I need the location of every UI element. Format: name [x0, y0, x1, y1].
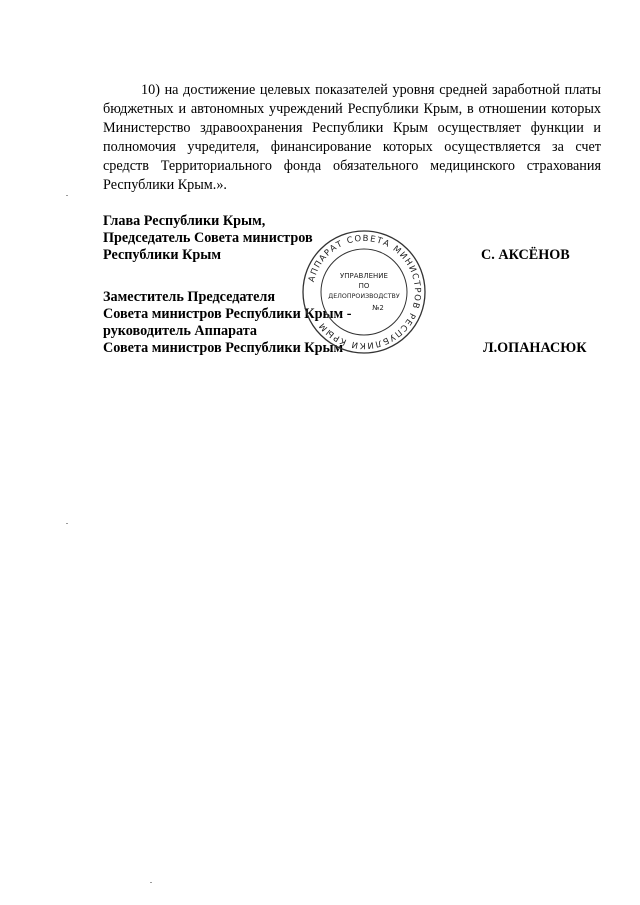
- official-stamp: [300, 228, 428, 356]
- scan-speck: [66, 195, 68, 196]
- signatory1-title-line2: Председатель Совета министров: [103, 230, 313, 246]
- stamp-number: №2: [372, 304, 384, 312]
- stamp-center-line1: УПРАВЛЕНИЕ: [340, 272, 388, 280]
- scan-speck: [150, 882, 152, 883]
- stamp-ring-text: АППАРАТ СОВЕТА МИНИСТРОВ РЕСПУБЛИКИ КРЫМ: [307, 233, 423, 351]
- stamp-center-line3: ДЕЛОПРОИЗВОДСТВУ: [328, 293, 400, 300]
- stamp-center-line2: ПО: [358, 282, 370, 290]
- paragraph-item-10: 10) на достижение целевых показателей уровня средней заработной платы бюджетных и автономных учреждений Республики Крым, в отношении которых Министерство здравоохранения Республики Крым осуществляет функции и полномочия учредителя, финансирование которых осуществляется за счет средств Территориального фонда обязательного медицинского страхования Республики Крым.».: [103, 82, 601, 194]
- signatory1-title-line1: Глава Республики Крым,: [103, 213, 266, 229]
- signatory2-name: Л.ОПАНАСЮК: [483, 340, 587, 356]
- scan-speck: [66, 523, 68, 524]
- signatory2-title-line2: Совета министров Республики Крым -: [103, 306, 352, 322]
- signatory2-title-line4: Совета министров Республики Крым: [103, 340, 344, 356]
- signatory1-title-line3: Республики Крым: [103, 247, 222, 263]
- signatory1-name: С. АКСЁНОВ: [481, 247, 570, 263]
- signatory2-title-line1: Заместитель Председателя: [103, 289, 276, 305]
- signatory2-title-line3: руководитель Аппарата: [103, 323, 257, 339]
